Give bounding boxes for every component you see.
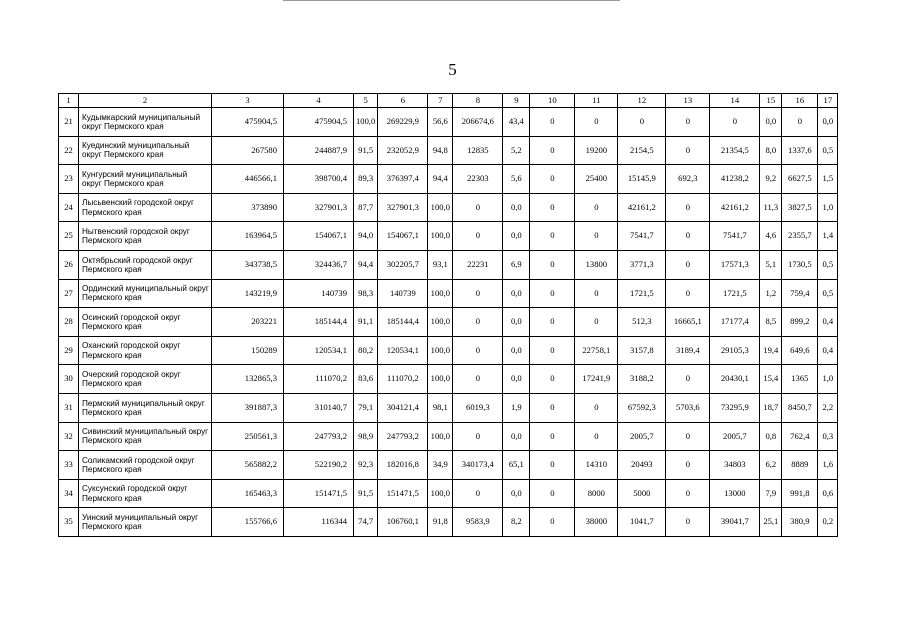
value-cell: 0	[575, 422, 618, 451]
value-cell: 111070,2	[284, 365, 354, 394]
value-cell: 1721,5	[710, 279, 760, 308]
row-number-cell: 33	[59, 451, 79, 480]
value-cell: 25400	[575, 165, 618, 194]
value-cell: 0	[666, 136, 710, 165]
municipality-name-cell: Суксунский городской округ Пермского края	[79, 479, 212, 508]
value-cell: 522190,2	[284, 451, 354, 480]
value-cell: 1721,5	[618, 279, 666, 308]
row-number-cell: 21	[59, 108, 79, 137]
value-cell: 0	[666, 108, 710, 137]
value-cell: 5,2	[503, 136, 530, 165]
value-cell: 91,8	[428, 508, 453, 537]
value-cell: 100,0	[428, 365, 453, 394]
column-header-8: 8	[453, 94, 503, 108]
municipality-name-cell: Уинский муниципальный округ Пермского края	[79, 508, 212, 537]
value-cell: 100,0	[428, 336, 453, 365]
value-cell: 0	[575, 308, 618, 337]
value-cell: 0	[453, 308, 503, 337]
value-cell: 111070,2	[378, 365, 428, 394]
value-cell: 19200	[575, 136, 618, 165]
value-cell: 83,6	[354, 365, 378, 394]
value-cell: 0	[453, 479, 503, 508]
value-cell: 0	[666, 279, 710, 308]
value-cell: 0	[782, 108, 818, 137]
value-cell: 8,5	[760, 308, 782, 337]
value-cell: 9583,9	[453, 508, 503, 537]
value-cell: 0,0	[503, 193, 530, 222]
value-cell: 0	[666, 365, 710, 394]
value-cell: 247793,2	[284, 422, 354, 451]
table-row	[59, 422, 838, 451]
column-header-4: 4	[284, 94, 354, 108]
value-cell: 0	[575, 193, 618, 222]
value-cell: 0,0	[503, 336, 530, 365]
value-cell: 0	[710, 108, 760, 137]
value-cell: 7,9	[760, 479, 782, 508]
table-row	[59, 136, 838, 165]
value-cell: 267580	[212, 136, 284, 165]
row-number-cell: 25	[59, 222, 79, 251]
value-cell: 20430,1	[710, 365, 760, 394]
municipality-name-cell: Ординский муниципальный округ Пермского края	[79, 279, 212, 308]
column-header-10: 10	[530, 94, 575, 108]
municipality-name-cell: Оханский городской округ Пермского края	[79, 336, 212, 365]
value-cell: 89,3	[354, 165, 378, 194]
row-number-cell: 29	[59, 336, 79, 365]
value-cell: 0,3	[818, 422, 838, 451]
value-cell: 120534,1	[378, 336, 428, 365]
value-cell: 116344	[284, 508, 354, 537]
value-cell: 34803	[710, 451, 760, 480]
value-cell: 1041,7	[618, 508, 666, 537]
value-cell: 150289	[212, 336, 284, 365]
row-number-cell: 24	[59, 193, 79, 222]
value-cell: 151471,5	[284, 479, 354, 508]
value-cell: 2355,7	[782, 222, 818, 251]
value-cell: 100,0	[428, 308, 453, 337]
value-cell: 565882,2	[212, 451, 284, 480]
value-cell: 5,1	[760, 250, 782, 279]
value-cell: 8,0	[760, 136, 782, 165]
value-cell: 0	[666, 451, 710, 480]
value-cell: 475904,5	[284, 108, 354, 137]
value-cell: 140739	[284, 279, 354, 308]
value-cell: 65,1	[503, 451, 530, 480]
value-cell: 98,1	[428, 393, 453, 422]
value-cell: 132865,3	[212, 365, 284, 394]
value-cell: 373890	[212, 193, 284, 222]
value-cell: 182016,8	[378, 451, 428, 480]
value-cell: 0	[530, 365, 575, 394]
value-cell: 92,3	[354, 451, 378, 480]
municipality-name-cell: Кудымкарский муниципальный округ Пермского края	[79, 108, 212, 137]
value-cell: 6,2	[760, 451, 782, 480]
value-cell: 327901,3	[284, 193, 354, 222]
table-row	[59, 193, 838, 222]
value-cell: 3157,8	[618, 336, 666, 365]
value-cell: 475904,5	[212, 108, 284, 137]
municipality-name-cell: Очерский городской округ Пермского края	[79, 365, 212, 394]
value-cell: 5,6	[503, 165, 530, 194]
column-header-9: 9	[503, 94, 530, 108]
value-cell: 143219,9	[212, 279, 284, 308]
value-cell: 120534,1	[284, 336, 354, 365]
value-cell: 12835	[453, 136, 503, 165]
municipality-name-cell: Сивинский муниципальный округ Пермского края	[79, 422, 212, 451]
value-cell: 74,7	[354, 508, 378, 537]
value-cell: 155766,6	[212, 508, 284, 537]
value-cell: 0	[530, 508, 575, 537]
value-cell: 17177,4	[710, 308, 760, 337]
column-header-15: 15	[760, 94, 782, 108]
value-cell: 165463,3	[212, 479, 284, 508]
value-cell: 0	[530, 279, 575, 308]
value-cell: 0	[453, 422, 503, 451]
value-cell: 100,0	[428, 193, 453, 222]
table-row	[59, 365, 838, 394]
municipality-name-cell: Куединский муниципальный округ Пермского края	[79, 136, 212, 165]
row-number-cell: 26	[59, 250, 79, 279]
column-header-13: 13	[666, 94, 710, 108]
table-row	[59, 451, 838, 480]
value-cell: 398700,4	[284, 165, 354, 194]
value-cell: 0	[530, 479, 575, 508]
value-cell: 0,0	[503, 422, 530, 451]
value-cell: 0,4	[818, 308, 838, 337]
value-cell: 0	[530, 336, 575, 365]
value-cell: 269229,9	[378, 108, 428, 137]
table-row	[59, 279, 838, 308]
value-cell: 5703,6	[666, 393, 710, 422]
value-cell: 13800	[575, 250, 618, 279]
value-cell: 13000	[710, 479, 760, 508]
value-cell: 22231	[453, 250, 503, 279]
value-cell: 0	[530, 451, 575, 480]
value-cell: 0	[530, 422, 575, 451]
value-cell: 6019,3	[453, 393, 503, 422]
value-cell: 154067,1	[378, 222, 428, 251]
table-row	[59, 108, 838, 137]
value-cell: 1337,6	[782, 136, 818, 165]
value-cell: 692,3	[666, 165, 710, 194]
value-cell: 1,9	[503, 393, 530, 422]
value-cell: 0	[666, 222, 710, 251]
value-cell: 100,0	[354, 108, 378, 137]
value-cell: 154067,1	[284, 222, 354, 251]
municipality-name-cell: Нытвенский городской округ Пермского края	[79, 222, 212, 251]
value-cell: 0,6	[818, 479, 838, 508]
value-cell: 2005,7	[618, 422, 666, 451]
value-cell: 0	[530, 250, 575, 279]
top-rule	[283, 0, 620, 2]
row-number-cell: 34	[59, 479, 79, 508]
value-cell: 41238,2	[710, 165, 760, 194]
value-cell: 0,5	[818, 136, 838, 165]
value-cell: 67592,3	[618, 393, 666, 422]
value-cell: 15145,9	[618, 165, 666, 194]
value-cell: 16665,1	[666, 308, 710, 337]
value-cell: 0,5	[818, 279, 838, 308]
value-cell: 0	[530, 136, 575, 165]
value-cell: 100,0	[428, 479, 453, 508]
value-cell: 324436,7	[284, 250, 354, 279]
municipality-name-cell: Пермский муниципальный округ Пермского края	[79, 393, 212, 422]
value-cell: 1365	[782, 365, 818, 394]
column-header-11: 11	[575, 94, 618, 108]
table-row	[59, 250, 838, 279]
page-number: 5	[448, 60, 457, 79]
value-cell: 0	[453, 336, 503, 365]
value-cell: 3771,3	[618, 250, 666, 279]
row-number-cell: 35	[59, 508, 79, 537]
table-row	[59, 165, 838, 194]
value-cell: 1,0	[818, 365, 838, 394]
value-cell: 343738,5	[212, 250, 284, 279]
value-cell: 185144,4	[378, 308, 428, 337]
column-header-5: 5	[354, 94, 378, 108]
value-cell: 91,1	[354, 308, 378, 337]
value-cell: 512,3	[618, 308, 666, 337]
value-cell: 7541,7	[618, 222, 666, 251]
value-cell: 8,2	[503, 508, 530, 537]
value-cell: 2,2	[818, 393, 838, 422]
value-cell: 0,0	[503, 479, 530, 508]
value-cell: 163964,5	[212, 222, 284, 251]
value-cell: 206674,6	[453, 108, 503, 137]
value-cell: 79,1	[354, 393, 378, 422]
value-cell: 94,0	[354, 222, 378, 251]
row-number-cell: 30	[59, 365, 79, 394]
value-cell: 8000	[575, 479, 618, 508]
value-cell: 0,8	[760, 422, 782, 451]
value-cell: 98,3	[354, 279, 378, 308]
value-cell: 38000	[575, 508, 618, 537]
value-cell: 0	[666, 193, 710, 222]
value-cell: 22758,1	[575, 336, 618, 365]
value-cell: 203221	[212, 308, 284, 337]
value-cell: 649,6	[782, 336, 818, 365]
value-cell: 25,1	[760, 508, 782, 537]
value-cell: 106760,1	[378, 508, 428, 537]
value-cell: 15,4	[760, 365, 782, 394]
value-cell: 302205,7	[378, 250, 428, 279]
value-cell: 3188,2	[618, 365, 666, 394]
value-cell: 151471,5	[378, 479, 428, 508]
value-cell: 91,5	[354, 479, 378, 508]
header-row	[59, 94, 838, 108]
value-cell: 0	[530, 165, 575, 194]
value-cell: 0,5	[818, 250, 838, 279]
value-cell: 0	[530, 393, 575, 422]
value-cell: 17241,9	[575, 365, 618, 394]
value-cell: 0	[530, 193, 575, 222]
value-cell: 19,4	[760, 336, 782, 365]
municipality-name-cell: Лысьвенский городской округ Пермского края	[79, 193, 212, 222]
table-row	[59, 393, 838, 422]
value-cell: 0	[530, 308, 575, 337]
row-number-cell: 22	[59, 136, 79, 165]
value-cell: 6,9	[503, 250, 530, 279]
value-cell: 0	[453, 222, 503, 251]
value-cell: 94,4	[428, 165, 453, 194]
value-cell: 391887,3	[212, 393, 284, 422]
value-cell: 80,2	[354, 336, 378, 365]
value-cell: 0	[575, 222, 618, 251]
value-cell: 0	[453, 279, 503, 308]
value-cell: 446566,1	[212, 165, 284, 194]
value-cell: 3827,5	[782, 193, 818, 222]
value-cell: 0,0	[503, 308, 530, 337]
value-cell: 100,0	[428, 222, 453, 251]
value-cell: 34,9	[428, 451, 453, 480]
value-cell: 2154,5	[618, 136, 666, 165]
row-number-cell: 31	[59, 393, 79, 422]
value-cell: 42161,2	[710, 193, 760, 222]
value-cell: 100,0	[428, 279, 453, 308]
table-row	[59, 222, 838, 251]
value-cell: 93,1	[428, 250, 453, 279]
row-number-cell: 27	[59, 279, 79, 308]
value-cell: 8889	[782, 451, 818, 480]
column-header-12: 12	[618, 94, 666, 108]
value-cell: 0,0	[503, 279, 530, 308]
table-row	[59, 479, 838, 508]
value-cell: 42161,2	[618, 193, 666, 222]
value-cell: 0,0	[503, 365, 530, 394]
value-cell: 304121,4	[378, 393, 428, 422]
value-cell: 3189,4	[666, 336, 710, 365]
column-header-3: 3	[212, 94, 284, 108]
value-cell: 0	[618, 108, 666, 137]
row-number-cell: 32	[59, 422, 79, 451]
value-cell: 5000	[618, 479, 666, 508]
value-cell: 0	[530, 108, 575, 137]
value-cell: 899,2	[782, 308, 818, 337]
value-cell: 0,2	[818, 508, 838, 537]
value-cell: 39041,7	[710, 508, 760, 537]
value-cell: 0,0	[818, 108, 838, 137]
value-cell: 1,6	[818, 451, 838, 480]
column-header-7: 7	[428, 94, 453, 108]
value-cell: 0	[575, 279, 618, 308]
value-cell: 380,9	[782, 508, 818, 537]
value-cell: 43,4	[503, 108, 530, 137]
value-cell: 0	[453, 193, 503, 222]
value-cell: 0	[666, 422, 710, 451]
value-cell: 21354,5	[710, 136, 760, 165]
column-header-2: 2	[79, 94, 212, 108]
value-cell: 73295,9	[710, 393, 760, 422]
municipality-name-cell: Соликамский городской округ Пермского края	[79, 451, 212, 480]
municipality-name-cell: Кунгурский муниципальный округ Пермского края	[79, 165, 212, 194]
value-cell: 310140,7	[284, 393, 354, 422]
value-cell: 0	[666, 250, 710, 279]
value-cell: 11,3	[760, 193, 782, 222]
value-cell: 185144,4	[284, 308, 354, 337]
value-cell: 0	[453, 365, 503, 394]
column-header-16: 16	[782, 94, 818, 108]
municipality-name-cell: Октябрьский городской округ Пермского края	[79, 250, 212, 279]
value-cell: 340173,4	[453, 451, 503, 480]
value-cell: 327901,3	[378, 193, 428, 222]
value-cell: 91,5	[354, 136, 378, 165]
value-cell: 244887,9	[284, 136, 354, 165]
value-cell: 29105,3	[710, 336, 760, 365]
value-cell: 376397,4	[378, 165, 428, 194]
table-row	[59, 308, 838, 337]
value-cell: 762,4	[782, 422, 818, 451]
value-cell: 232052,9	[378, 136, 428, 165]
table-row	[59, 336, 838, 365]
value-cell: 20493	[618, 451, 666, 480]
value-cell: 56,6	[428, 108, 453, 137]
value-cell: 94,8	[428, 136, 453, 165]
value-cell: 1,4	[818, 222, 838, 251]
value-cell: 991,8	[782, 479, 818, 508]
value-cell: 0	[575, 393, 618, 422]
column-header-6: 6	[378, 94, 428, 108]
table-row	[59, 508, 838, 537]
value-cell: 7541,7	[710, 222, 760, 251]
municipality-name-cell: Осинский городской округ Пермского края	[79, 308, 212, 337]
row-number-cell: 23	[59, 165, 79, 194]
value-cell: 14310	[575, 451, 618, 480]
column-header-1: 1	[59, 94, 79, 108]
value-cell: 759,4	[782, 279, 818, 308]
value-cell: 0,4	[818, 336, 838, 365]
value-cell: 18,7	[760, 393, 782, 422]
value-cell: 0	[666, 479, 710, 508]
value-cell: 17571,3	[710, 250, 760, 279]
column-header-14: 14	[710, 94, 760, 108]
value-cell: 98,9	[354, 422, 378, 451]
value-cell: 1,0	[818, 193, 838, 222]
value-cell: 0	[530, 222, 575, 251]
value-cell: 250561,3	[212, 422, 284, 451]
value-cell: 0	[575, 108, 618, 137]
value-cell: 94,4	[354, 250, 378, 279]
value-cell: 100,0	[428, 422, 453, 451]
value-cell: 0,0	[760, 108, 782, 137]
data-table	[58, 93, 838, 537]
value-cell: 6627,5	[782, 165, 818, 194]
column-header-17: 17	[818, 94, 838, 108]
value-cell: 1730,5	[782, 250, 818, 279]
value-cell: 4,6	[760, 222, 782, 251]
value-cell: 1,5	[818, 165, 838, 194]
value-cell: 247793,2	[378, 422, 428, 451]
value-cell: 9,2	[760, 165, 782, 194]
value-cell: 87,7	[354, 193, 378, 222]
row-number-cell: 28	[59, 308, 79, 337]
value-cell: 2005,7	[710, 422, 760, 451]
value-cell: 1,2	[760, 279, 782, 308]
value-cell: 8450,7	[782, 393, 818, 422]
value-cell: 0	[666, 508, 710, 537]
value-cell: 140739	[378, 279, 428, 308]
value-cell: 0,0	[503, 222, 530, 251]
value-cell: 22303	[453, 165, 503, 194]
